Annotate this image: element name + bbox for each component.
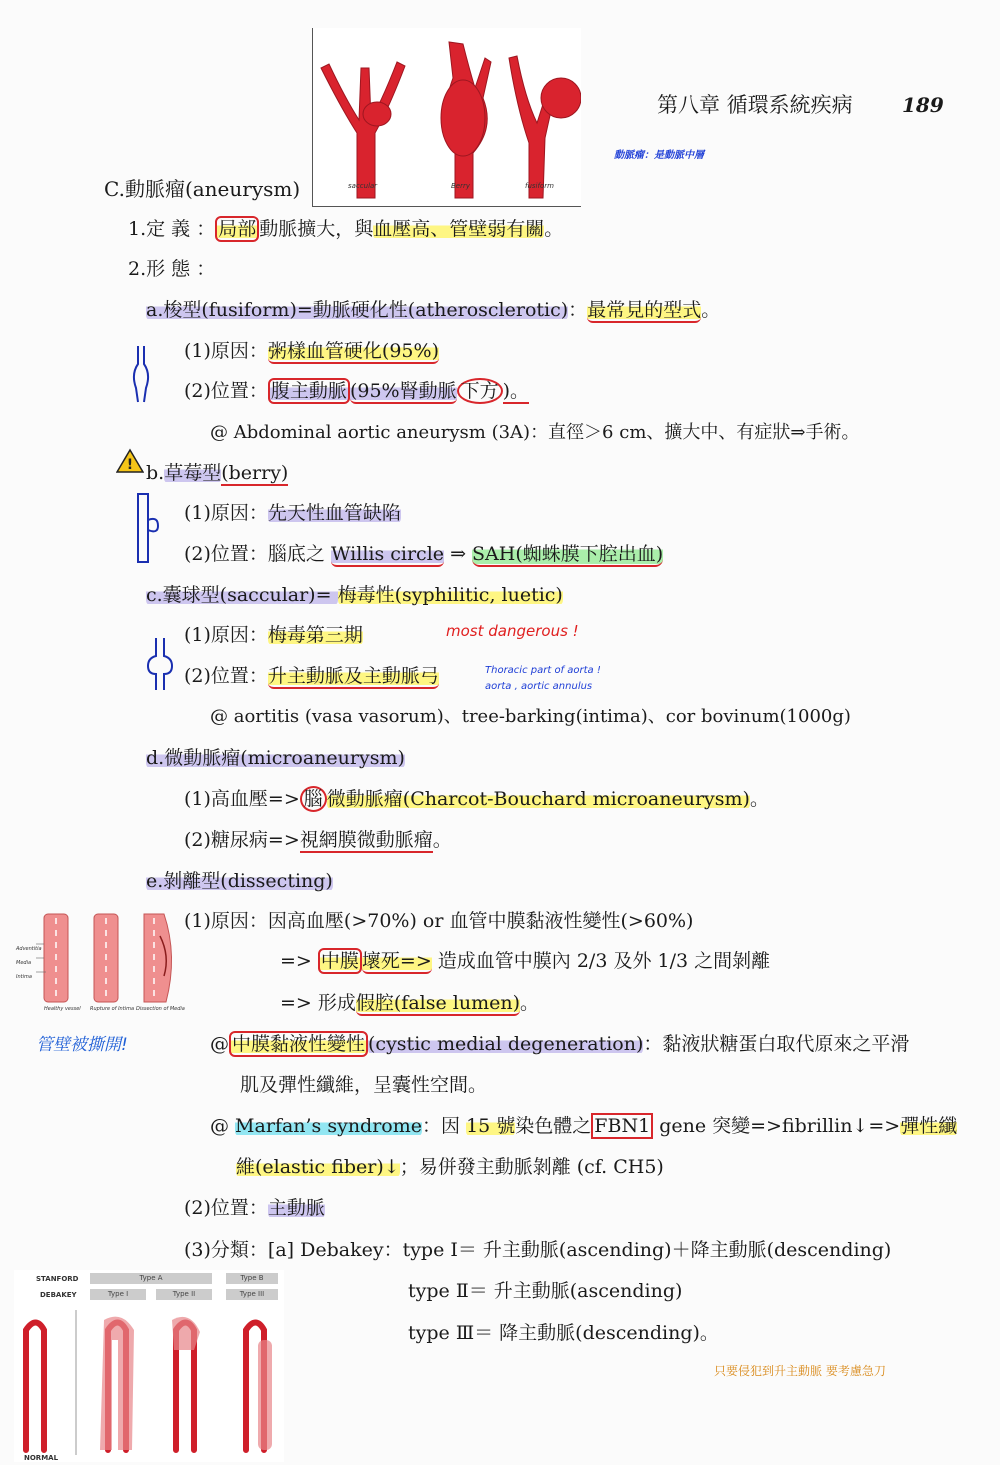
dissection-label-healthy: Healthy vessel xyxy=(44,1006,81,1012)
micro-line-1: (1)高血壓=> 腦 微動脈瘤(Charcot-Bouchard microaneurysm)。 xyxy=(184,788,769,810)
note-most-dangerous: most dangerous ! xyxy=(446,622,579,640)
saccular-sketch-icon xyxy=(146,636,174,692)
saccular-cause: (1)原因：梅毒第三期 xyxy=(184,624,363,646)
dissecting-arrow-2: => 形成假腔(false lumen)。 xyxy=(280,992,540,1014)
type-3-bar: Type III xyxy=(226,1289,278,1300)
warning-icon xyxy=(116,448,144,474)
dissecting-arrow-1: => 中膜 壞死=> 造成血管中膜內 2/3 及外 1/3 之間剝離 xyxy=(280,950,771,972)
dissection-label-rupture: Rupture of Intima xyxy=(90,1006,135,1012)
dissecting-cause: (1)原因：因高血壓(>70%) or 血管中膜黏液性變性(>60%) xyxy=(184,910,694,932)
marfan-line-1: @ Marfan’s syndrome：因 15 號染色體之 FBN1 gene 突變=>fibrillin↓=>彈性纖 xyxy=(210,1115,958,1137)
type-2-bar: Type II xyxy=(156,1289,212,1300)
handwritten-note-top: 動脈瘤：是動脈中層 xyxy=(614,150,704,161)
fusiform-location: (2)位置： 腹主動脈 (95%腎動脈 下方 )。 xyxy=(184,380,530,402)
definition-line: 1.定 義 ： 局部 動脈擴大，與血壓高、管壁弱有關。 xyxy=(128,218,564,240)
dissection-label-adventitia: Adventitia xyxy=(16,946,42,952)
dissection-label-intima: Intima xyxy=(16,974,32,980)
dissecting-title: e.剝離型(dissecting) xyxy=(146,870,333,892)
stanford-debakey-figure xyxy=(14,1270,284,1462)
dissecting-location: (2)位置：主動脈 xyxy=(184,1197,325,1219)
fusiform-sketch-icon xyxy=(130,344,152,404)
normal-label: NORMAL xyxy=(24,1454,59,1462)
dissection-figure xyxy=(14,906,186,1016)
type-1-bar: Type I xyxy=(90,1289,146,1300)
saccular-location: (2)位置：升主動脈及主動脈弓 xyxy=(184,665,439,687)
cmd-line-2: 肌及彈性纖維，呈囊性空間。 xyxy=(240,1074,488,1096)
figure-label-saccular: saccular xyxy=(348,182,378,190)
note-thoracic-aorta: Thoracic part of aorta ! xyxy=(485,665,601,676)
dissection-label-media-dissection: Dissection of Media xyxy=(136,1006,185,1012)
chapter-title: 第八章 循環系統疾病 xyxy=(657,93,853,117)
cmd-line-1: @ 中膜黏液性變性 (cystic medial degeneration)：黏液狀糖蛋白取代原來之平滑 xyxy=(210,1033,910,1055)
berry-title: b.草莓型(berry) xyxy=(146,462,289,484)
note-wall-torn: 管壁被撕開! xyxy=(36,1035,128,1055)
debakey-row-label: DEBAKEY xyxy=(40,1291,77,1299)
type-a-bar: Type A xyxy=(90,1273,212,1284)
section-title: C.動脈瘤(aneurysm) xyxy=(104,177,301,201)
berry-cause: (1)原因：先天性血管缺陷 xyxy=(184,502,401,524)
note-bottom: 只要侵犯到升主動脈 要考慮急刀 xyxy=(714,1364,886,1378)
figure-label-berry: Berry xyxy=(451,182,471,190)
classification-line-2: type Ⅱ＝ 升主動脈(ascending) xyxy=(408,1280,683,1302)
svg-text:!: ! xyxy=(126,457,134,473)
form-title: 2.形 態 ： xyxy=(128,258,216,280)
fusiform-cause: (1)原因：粥樣血管硬化(95%) xyxy=(184,340,439,362)
figure-label-fusiform: fusiform xyxy=(525,182,554,190)
stanford-row-label: STANFORD xyxy=(36,1275,79,1283)
saccular-title: c.囊球型(saccular)= 梅毒性(syphilitic, luetic) xyxy=(146,584,563,606)
berry-location: (2)位置：腦底之 Willis circle ⇒ SAH(蜘蛛膜下腔出血) xyxy=(184,543,664,565)
micro-title: d.微動脈瘤(microaneurysm) xyxy=(146,747,405,769)
type-b-bar: Type B xyxy=(226,1273,278,1284)
dissection-label-media: Media xyxy=(16,960,32,966)
aneurysm-types-figure xyxy=(312,28,581,207)
saccular-note: @ aortitis (vasa vasorum)、tree-barking(intima)、cor bovinum(1000g) xyxy=(210,706,851,727)
page-number: 189 xyxy=(902,93,944,117)
classification-line-3: type Ⅲ＝ 降主動脈(descending)。 xyxy=(408,1322,719,1344)
fusiform-note: @ Abdominal aortic aneurysm (3A)：直徑＞6 cm、擴大中、有症狀⇒手術。 xyxy=(210,422,860,443)
micro-line-2: (2)糖尿病=>視網膜微動脈瘤。 xyxy=(184,829,452,851)
berry-sketch-icon xyxy=(132,490,162,566)
note-aortic-annulus: aorta , aortic annulus xyxy=(485,681,593,692)
fusiform-title: a.梭型(fusiform)=動脈硬化性(atherosclerotic)：最常見的型式。 xyxy=(146,299,721,321)
marfan-line-2: 維(elastic fiber)↓；易併發主動脈剝離 (cf. CH5) xyxy=(236,1156,664,1178)
classification-line-1: (3)分類：[a] Debakey：type Ⅰ＝ 升主動脈(ascending)＋降主動脈(descending) xyxy=(184,1239,892,1261)
